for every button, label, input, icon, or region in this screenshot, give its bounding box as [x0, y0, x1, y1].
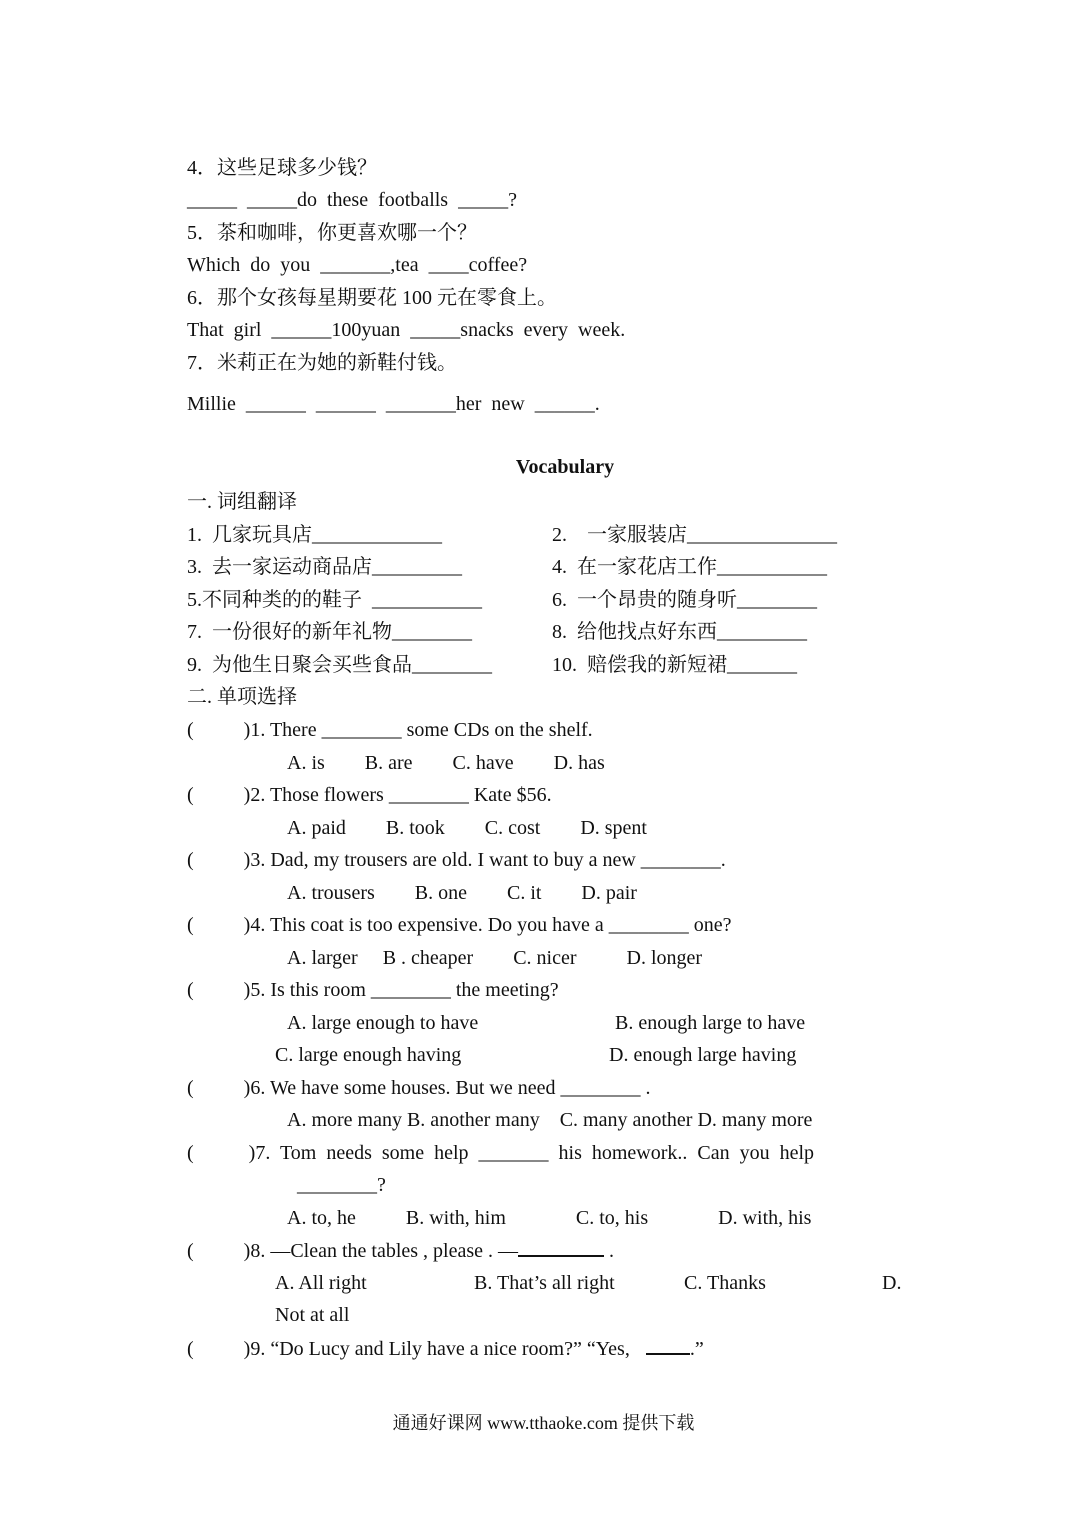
- question-7-stem: ( )7. Tom needs some help _______ his homework.. Can you help: [187, 1142, 815, 1164]
- question-8-option-b: B. That’s all right: [474, 1272, 615, 1294]
- question-2-stem: ( )2. Those flowers ________ Kate $56.: [187, 784, 552, 806]
- question-5-option-d: D. enough large having: [609, 1044, 797, 1066]
- section2-title: 二. 单项选择: [187, 686, 297, 708]
- question-7-stem-continued: ________?: [297, 1174, 386, 1196]
- phrase-9: 9. 为他生日聚会买些食品________: [187, 654, 492, 676]
- question-4-stem: ( )4. This coat is too expensive. Do you have a ________ one?: [187, 914, 732, 936]
- translation-item-4-en: _____ _____do these footballs _____?: [187, 189, 517, 211]
- phrase-8: 8. 给他找点好东西_________: [552, 621, 807, 643]
- question-1-options: A. is B. are C. have D. has: [287, 752, 605, 774]
- question-8-option-c: C. Thanks: [684, 1272, 766, 1294]
- phrase-10: 10. 赔偿我的新短裙_______: [552, 654, 797, 676]
- phrase-6: 6. 一个昂贵的随身听________: [552, 589, 817, 611]
- question-8-answer-blank: [518, 1237, 604, 1257]
- question-6-options: A. more many B. another many C. many another D. many more: [287, 1109, 813, 1131]
- question-2-options: A. paid B. took C. cost D. spent: [287, 817, 647, 839]
- question-1-stem: ( )1. There ________ some CDs on the shelf.: [187, 719, 593, 741]
- question-9-stem-end: .”: [689, 1338, 704, 1360]
- question-5-option-a: A. large enough to have: [287, 1012, 479, 1034]
- phrase-3: 3. 去一家运动商品店_________: [187, 556, 462, 578]
- question-5-option-c: C. large enough having: [275, 1044, 462, 1066]
- question-8-stem-end: .: [604, 1240, 615, 1262]
- translation-item-5-cn: 5．茶和咖啡，你更喜欢哪一个？: [187, 222, 477, 244]
- vocabulary-title: Vocabulary: [515, 456, 615, 478]
- phrase-2: 2. 一家服装店_______________: [552, 524, 837, 546]
- question-5-option-b: B. enough large to have: [615, 1012, 806, 1034]
- translation-item-6-cn: 6．那个女孩每星期要花 100 元在零食上。: [187, 287, 557, 309]
- question-8-stem: [187, 1237, 614, 1264]
- question-8-option-d: D.: [882, 1272, 902, 1294]
- question-8-option-d-text: Not at all: [275, 1304, 350, 1326]
- question-9-answer-blank: [646, 1335, 690, 1355]
- page-footer: 通通好课网 www.tthaoke.com 提供下载: [392, 1413, 695, 1433]
- translation-item-5-en: Which do you _______,tea ____coffee?: [187, 254, 528, 276]
- question-8-option-a: A. All right: [275, 1272, 367, 1294]
- phrase-1: 1. 几家玩具店_____________: [187, 524, 442, 546]
- translation-item-6-en: That girl ______100yuan _____snacks every week.: [187, 319, 626, 341]
- question-3-options: A. trousers B. one C. it D. pair: [287, 882, 637, 904]
- question-8-stem-text: ( )8. —Clean the tables , please . —: [187, 1240, 519, 1262]
- question-4-options: A. larger B . cheaper C. nicer D. longer: [287, 947, 703, 969]
- phrase-4: 4. 在一家花店工作___________: [552, 556, 827, 578]
- translation-item-4-cn: 4．这些足球多少钱？: [187, 157, 377, 179]
- question-3-stem: ( )3. Dad, my trousers are old. I want to buy a new ________.: [187, 849, 726, 871]
- question-5-stem: ( )5. Is this room ________ the meeting?: [187, 979, 559, 1001]
- phrase-7: 7. 一份很好的新年礼物________: [187, 621, 472, 643]
- phrase-5: 5.不同种类的的鞋子 ___________: [187, 589, 482, 611]
- question-6-stem: ( )6. We have some houses. But we need ________ .: [187, 1077, 651, 1099]
- question-7-options: A. to, he B. with, him C. to, his D. with, his: [287, 1207, 812, 1229]
- question-9-stem: [187, 1335, 704, 1362]
- translation-item-7-en: Millie ______ ______ _______her new ______.: [187, 393, 600, 415]
- translation-item-7-cn: 7．米莉正在为她的新鞋付钱。: [187, 352, 457, 374]
- section1-title: 一. 词组翻译: [187, 491, 297, 513]
- question-9-stem-text: ( )9. “Do Lucy and Lily have a nice room?” “Yes,: [187, 1338, 630, 1360]
